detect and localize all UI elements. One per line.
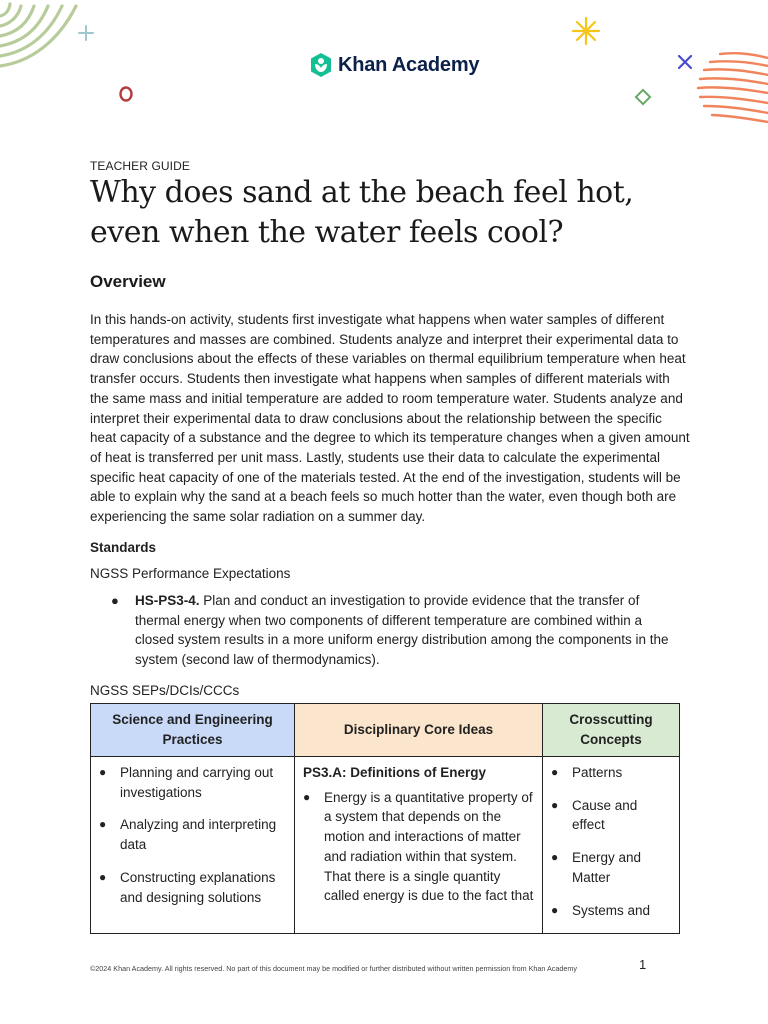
table-row (91, 757, 680, 934)
column-header-crosscutting: Crosscutting Concepts (543, 704, 680, 757)
bullet-icon: ● (551, 765, 559, 779)
brand-name: Khan Academy (338, 53, 480, 76)
performance-expectations-label: NGSS Performance Expectations (90, 566, 291, 581)
plus-decoration (77, 24, 95, 42)
khan-academy-logo-icon (309, 52, 333, 78)
column-header-core-ideas: Disciplinary Core Ideas (295, 704, 543, 757)
list-item (111, 591, 680, 670)
standard-text: Plan and conduct an investigation to provide evidence that the transfer of thermal energy when two components of different temperature are combined within a closed system results in a more uniform energy distribution among the components in the system (second law of thermodynamics). (135, 593, 669, 668)
crosscutting-cell (543, 757, 680, 934)
list-item: ● Cause and effect (551, 797, 638, 833)
bullet-icon: ● (551, 797, 559, 812)
list-item: ● Energy is a quantitative property of a system that depends on the motion and interactions of matter and radiation within that system. That there is a single quantity called energy is due to the fact that (303, 789, 534, 904)
overview-heading: Overview (90, 272, 166, 291)
bullet-icon: ● (99, 765, 107, 779)
list-item: ● Constructing explanations and designing solutions (99, 869, 276, 905)
practices-cell (91, 757, 295, 934)
dci-title: PS3.A: Definitions of Energy (303, 765, 487, 780)
table-header-row (91, 704, 680, 757)
ngss-table-label: NGSS SEPs/DCIs/CCCs (90, 683, 240, 698)
core-ideas-cell (295, 757, 543, 934)
bullet-icon: ● (99, 817, 107, 832)
decorative-stripes-top-right (690, 48, 768, 128)
overview-paragraph: In this hands-on activity, students first investigate what happens when water samples of different temperatures and masses are combined. Students analyze and interpret their experimental data to draw conclusions about the effects of these variables on thermal equilibrium temperature when heat transfer occurs. Students then investigate what happens when samples of different materials with the same mass and initial temperature are added to room temperature water. Students analyze and interpret their experimental data to draw conclusions about the relationship between the specific heat capacity of a substance and the degree to which its temperature changes when a given amount of heat is transferred per unit mass. Lastly, students use their data to calculate the experimental specific heat capacity of one of the materials tested. At the end of the investigation, students will be able to explain why the sand at a beach feels so much hotter than the water, even though both are experiencing the same solar radiation on a summer day. (90, 312, 690, 525)
bullet-icon: ● (99, 869, 107, 884)
bullet-icon: ● (551, 850, 559, 865)
diamond-decoration (634, 88, 652, 106)
column-header-practices: Science and Engineering Practices (91, 704, 295, 757)
standards-heading: Standards (90, 540, 157, 555)
list-item: ● Patterns (551, 763, 671, 783)
list-item: ● Analyzing and interpreting data (99, 817, 277, 853)
list-item: ● Systems and (551, 901, 671, 921)
ngss-standards-table (90, 703, 680, 934)
circle-decoration (117, 85, 135, 103)
bullet-icon: ● (111, 593, 119, 608)
sparkle-decoration (571, 16, 601, 46)
decorative-swirl-top-left (0, 0, 82, 72)
standard-code: HS-PS3-4. (135, 593, 200, 608)
copyright-notice: ©2024 Khan Academy. All rights reserved. No part of this document may be modified or further distributed without written permission from Khan Academy (90, 964, 577, 973)
list-item: ● Planning and carrying out investigations (99, 765, 274, 800)
page-title: Why does sand at the beach feel hot, even when the water feels cool? (90, 175, 634, 250)
khan-academy-logo[interactable] (309, 50, 479, 80)
bullet-icon: ● (303, 789, 311, 804)
performance-expectations-list (111, 591, 680, 670)
list-item: ● Energy and Matter (551, 850, 642, 885)
bullet-icon: ● (551, 902, 559, 917)
page-number: 1 (639, 957, 647, 972)
document-type-label: TEACHER GUIDE (90, 159, 190, 173)
